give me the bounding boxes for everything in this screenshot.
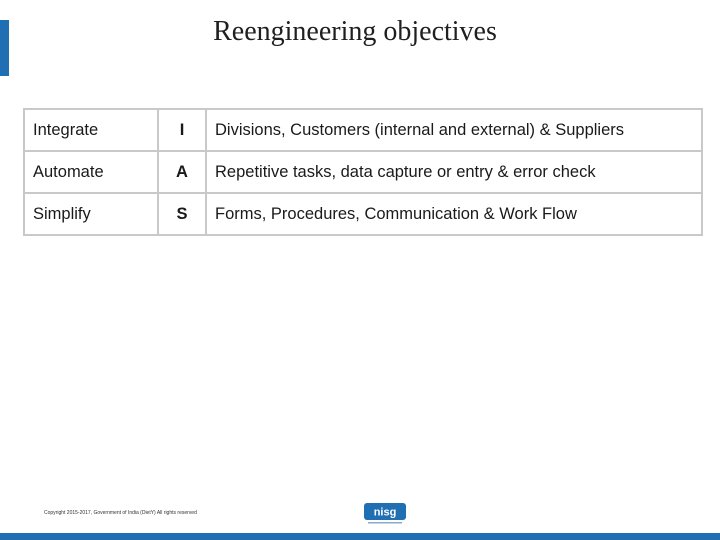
objective-description: Repetitive tasks, data capture or entry & error check — [206, 151, 702, 193]
table-row — [24, 193, 702, 235]
bottom-accent-bar — [0, 533, 720, 540]
objectives-table — [23, 108, 703, 236]
objective-description: Divisions, Customers (internal and external) & Suppliers — [206, 109, 702, 151]
copyright-text: Copyright 2015-2017, Government of India (DietY) All rights reserved — [44, 510, 197, 516]
nisg-logo — [364, 503, 406, 525]
objective-letter: I — [158, 109, 206, 151]
slide-title: Reengineering objectives — [213, 16, 497, 47]
objective-letter: A — [158, 151, 206, 193]
objective-description: Forms, Procedures, Communication & Work Flow — [206, 193, 702, 235]
table-row — [24, 151, 702, 193]
logo-text: nisg — [373, 506, 397, 519]
objective-term: Automate — [24, 151, 158, 193]
objective-term: Simplify — [24, 193, 158, 235]
objective-letter: S — [158, 193, 206, 235]
objective-term: Integrate — [24, 109, 158, 151]
table-row — [24, 109, 702, 151]
